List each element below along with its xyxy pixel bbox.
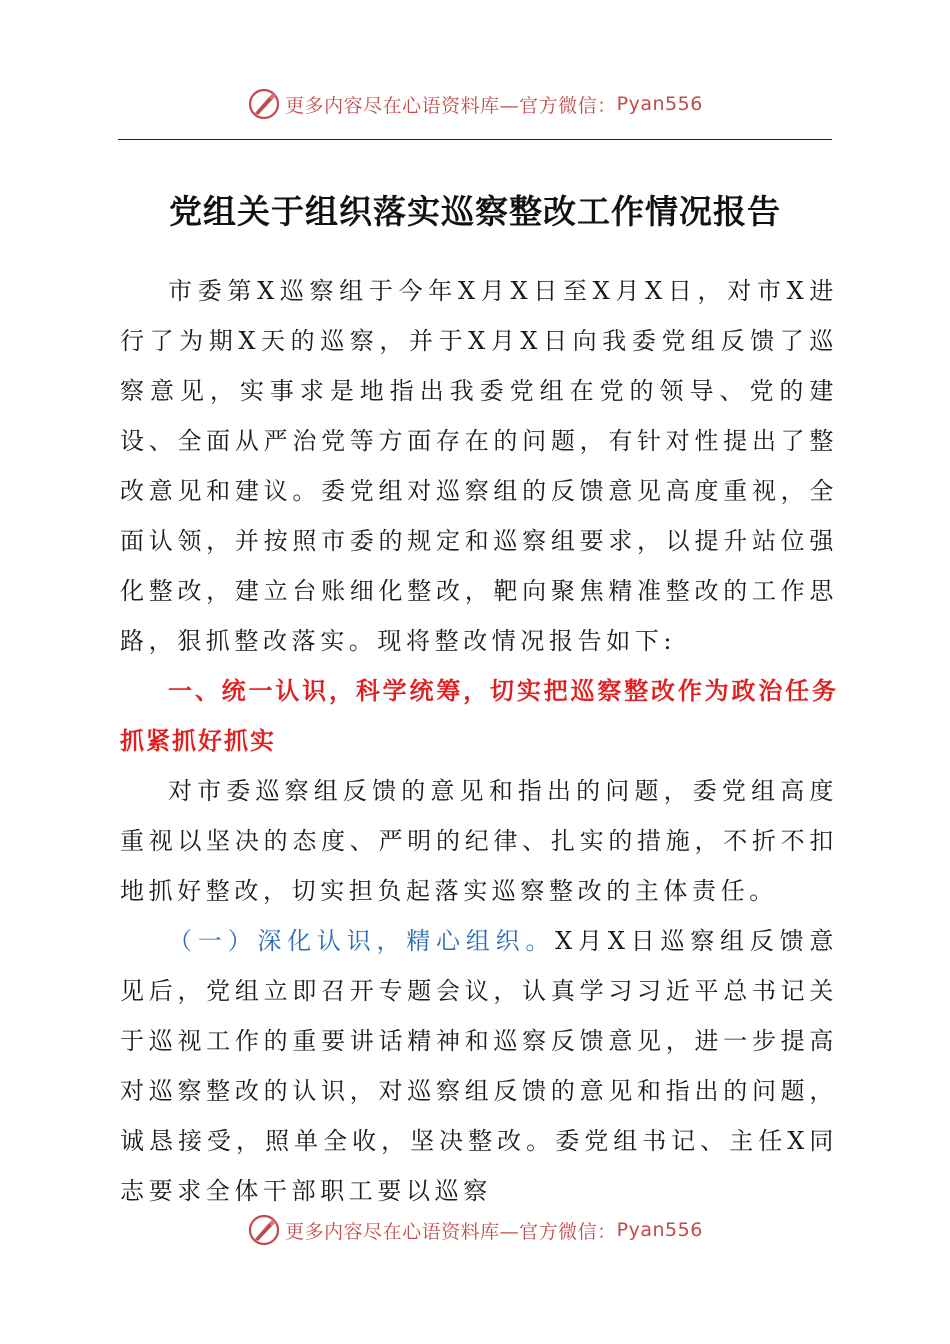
sub-1-heading: （一）深化认识，精心组织。 [168, 927, 556, 955]
watermark-text: 更多内容尽在心语资料库—官方微信： [285, 1220, 617, 1243]
header-watermark [0, 84, 950, 124]
sub-1-text: X月X日巡察组反馈意见后，党组立即召开专题会议，认真学习习近平总书记关于巡视工作的重要讲话精神和巡察反馈意见，进一步提高对巡察整改的认识，对巡察组反馈的意见和指出的问题，诚恳接受，照单全收，坚决整改。委党组书记、主任X同志要求全体干部职工要以巡察 [120, 927, 838, 1205]
pen-logo-icon [247, 87, 281, 121]
header-divider [118, 139, 832, 140]
document-title: 党组关于组织落实巡察整改工作情况报告 [169, 192, 781, 231]
section-1-heading: 一、统一认识，科学统筹，切实把巡察整改作为政治任务抓紧抓好抓实 [120, 676, 838, 755]
watermark-text: 更多内容尽在心语资料库—官方微信： [285, 94, 617, 117]
section-1-paragraph: 对市委巡察组反馈的意见和指出的问题，委党组高度重视以坚决的态度、严明的纪律、扎实的措施，不折不扣地抓好整改，切实担负起落实巡察整改的主体责任。 [120, 777, 838, 905]
watermark-id: Pyan556 [616, 93, 703, 115]
sub-1-paragraph [120, 916, 838, 1216]
pen-logo-icon [247, 1213, 281, 1247]
intro-paragraph: 市委第X巡察组于今年X月X日至X月X日，对市X进行了为期X天的巡察，并于X月X日向我委党组反馈了巡察意见，实事求是地指出我委党组在党的领导、党的建设、全面从严治党等方面存在的问题，有针对性提出了整改意见和建议。委党组对巡察组的反馈意见高度重视，全面认领，并按照市委的规定和巡察组要求，以提升站位强化整改，建立台账细化整改，靶向聚焦精准整改的工作思路，狠抓整改落实。现将整改情况报告如下: [120, 277, 838, 655]
watermark-id: Pyan556 [616, 1219, 703, 1241]
footer-watermark [0, 1210, 950, 1250]
document-body [120, 266, 838, 1216]
